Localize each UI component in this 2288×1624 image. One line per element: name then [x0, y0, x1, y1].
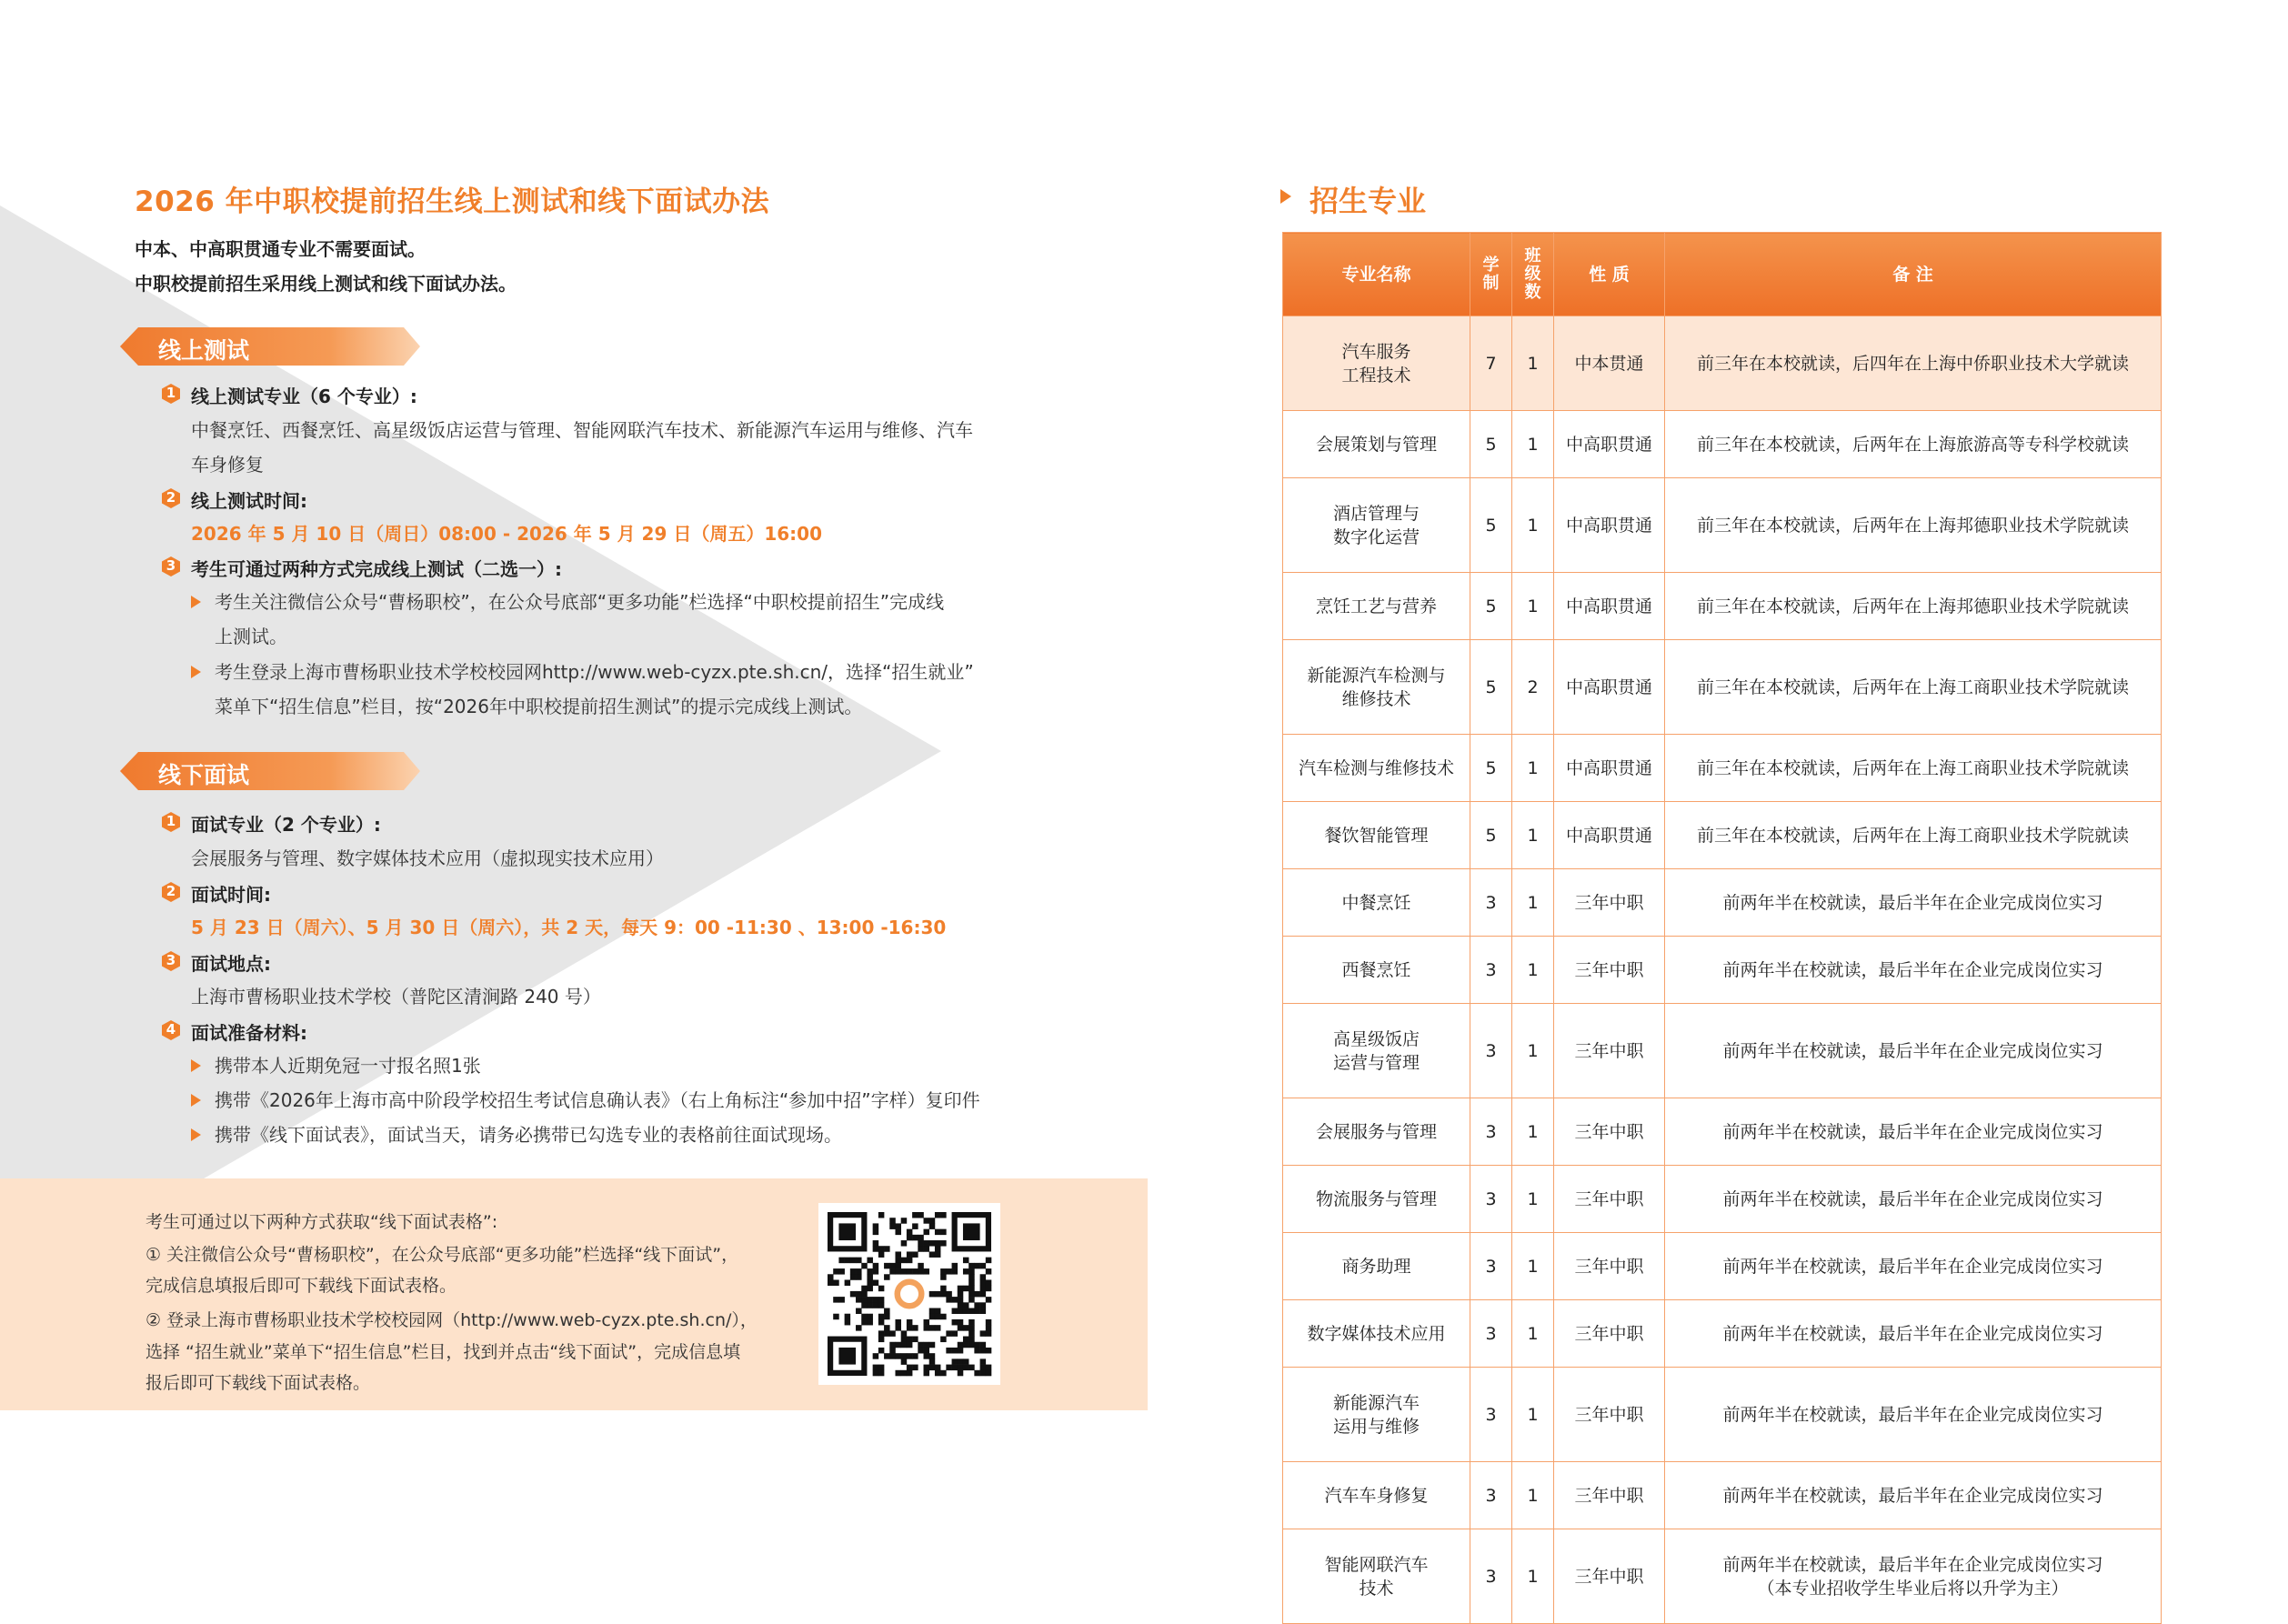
online-item-2-title: 线上测试时间:	[191, 490, 307, 512]
major-name-cell: 餐饮智能管理	[1283, 802, 1470, 869]
bullet-triangle-icon	[191, 596, 201, 608]
major-name-cell: 数字媒体技术应用	[1283, 1300, 1470, 1368]
note-cell: 前两年半在校就读，最后半年在企业完成岗位实习	[1665, 1233, 2162, 1300]
note-cell: 前两年半在校就读，最后半年在企业完成岗位实习	[1665, 1462, 2162, 1529]
classes-cell: 1	[1512, 802, 1554, 869]
offline-interview-banner	[120, 752, 420, 790]
table-row	[1283, 478, 2162, 573]
type-cell: 三年中职	[1554, 1166, 1665, 1233]
years-cell: 3	[1470, 1004, 1512, 1098]
note-cell: 前三年在本校就读，后两年在上海邦德职业技术学院就读	[1665, 573, 2162, 640]
years-cell: 5	[1470, 478, 1512, 573]
note-cell: 前两年半在校就读，最后半年在企业完成岗位实习	[1665, 1098, 2162, 1166]
intro-line-2: 中职校提前招生采用线上测试和线下面试办法。	[135, 273, 517, 295]
major-name-cell: 汽车检测与维修技术	[1283, 735, 1470, 802]
years-cell: 3	[1470, 1233, 1512, 1300]
type-cell: 三年中职	[1554, 937, 1665, 1004]
years-cell: 5	[1470, 735, 1512, 802]
table-row	[1283, 937, 2162, 1004]
type-cell: 三年中职	[1554, 1368, 1665, 1462]
type-cell: 三年中职	[1554, 869, 1665, 937]
majors-table	[1282, 232, 2162, 1624]
table-row	[1283, 1462, 2162, 1529]
qr-code-icon	[828, 1212, 991, 1376]
years-cell: 3	[1470, 1368, 1512, 1462]
major-name-cell: 中餐烹饪	[1283, 869, 1470, 937]
offline-place: 上海市曹杨职业技术学校（普陀区清涧路 240 号）	[191, 986, 601, 1007]
title-triangle-icon	[1280, 189, 1291, 204]
note-cell: 前两年半在校就读，最后半年在企业完成岗位实习	[1665, 1004, 2162, 1098]
type-cell: 三年中职	[1554, 1529, 1665, 1624]
years-cell: 5	[1470, 802, 1512, 869]
major-name-cell: 会展服务与管理	[1283, 1098, 1470, 1166]
page-title: 2026 年中职校提前招生线上测试和线下面试办法	[135, 185, 770, 218]
classes-cell: 1	[1512, 573, 1554, 640]
panel-line-5: 选择 “招生就业”菜单下“招生信息”栏目，找到并点击“线下面试”，完成信息填	[146, 1342, 741, 1362]
classes-cell: 1	[1512, 1098, 1554, 1166]
number-badge-icon: 2	[160, 881, 182, 903]
number-badge-icon: 1	[160, 811, 182, 833]
years-cell: 3	[1470, 1462, 1512, 1529]
years-cell: 3	[1470, 1166, 1512, 1233]
type-cell: 三年中职	[1554, 1300, 1665, 1368]
type-cell: 中高职贯通	[1554, 478, 1665, 573]
note-cell: 前三年在本校就读，后两年在上海工商职业技术学院就读	[1665, 640, 2162, 735]
note-cell: 前三年在本校就读，后两年在上海邦德职业技术学院就读	[1665, 478, 2162, 573]
bullet-triangle-icon	[191, 666, 201, 678]
major-name-cell: 智能网联汽车 技术	[1283, 1529, 1470, 1624]
offline-item-4-title: 面试准备材料:	[191, 1022, 307, 1044]
type-cell: 三年中职	[1554, 1233, 1665, 1300]
panel-line-4: ② 登录上海市曹杨职业技术学校校园网（http://www.web-cyzx.pte.sh.cn/），	[146, 1310, 758, 1330]
table-row	[1283, 1529, 2162, 1624]
number-badge-icon: 4	[160, 1019, 182, 1041]
type-cell: 中高职贯通	[1554, 735, 1665, 802]
note-cell: 前三年在本校就读，后两年在上海工商职业技术学院就读	[1665, 735, 2162, 802]
type-cell: 中高职贯通	[1554, 802, 1665, 869]
classes-cell: 1	[1512, 1233, 1554, 1300]
table-row	[1283, 869, 2162, 937]
offline-interview-time: 5 月 23 日（周六）、5 月 30 日（周六），共 2 天，每天 9：00 -11:30 、13:00 -16:30	[191, 917, 947, 938]
major-name-cell: 新能源汽车 运用与维修	[1283, 1368, 1470, 1462]
major-name-cell: 新能源汽车检测与 维修技术	[1283, 640, 1470, 735]
note-cell: 前两年半在校就读，最后半年在企业完成岗位实习	[1665, 1368, 2162, 1462]
offline-interview-banner-label: 线下面试	[158, 762, 250, 788]
major-name-cell: 烹饪工艺与营养	[1283, 573, 1470, 640]
table-row	[1283, 411, 2162, 478]
table-row	[1283, 802, 2162, 869]
classes-cell: 1	[1512, 937, 1554, 1004]
classes-cell: 1	[1512, 735, 1554, 802]
classes-cell: 2	[1512, 640, 1554, 735]
major-name-cell: 汽车车身修复	[1283, 1462, 1470, 1529]
years-cell: 3	[1470, 1300, 1512, 1368]
qr-code	[818, 1203, 1000, 1385]
table-row	[1283, 1098, 2162, 1166]
type-cell: 中高职贯通	[1554, 573, 1665, 640]
years-cell: 3	[1470, 869, 1512, 937]
online-item-1-title: 线上测试专业（6 个专业）:	[191, 386, 417, 407]
years-cell: 3	[1470, 937, 1512, 1004]
note-cell: 前两年半在校就读，最后半年在企业完成岗位实习 （本专业招收学生毕业后将以升学为主）	[1665, 1529, 2162, 1624]
table-row	[1283, 1300, 2162, 1368]
note-cell: 前三年在本校就读，后四年在上海中侨职业技术大学就读	[1665, 316, 2162, 411]
header-classes: 班 级 数	[1512, 233, 1554, 316]
classes-cell: 1	[1512, 1462, 1554, 1529]
classes-cell: 1	[1512, 1166, 1554, 1233]
offline-item-3-title: 面试地点:	[191, 953, 271, 975]
table-row	[1283, 640, 2162, 735]
number-badge-icon: 3	[160, 556, 182, 577]
panel-line-2: ① 关注微信公众号“曹杨职校”，在公众号底部“更多功能”栏选择“线下面试”，	[146, 1245, 739, 1265]
years-cell: 5	[1470, 640, 1512, 735]
header-major-name: 专业名称	[1283, 233, 1470, 316]
major-name-cell: 西餐烹饪	[1283, 937, 1470, 1004]
years-cell: 3	[1470, 1098, 1512, 1166]
classes-cell: 1	[1512, 869, 1554, 937]
major-name-cell: 高星级饭店 运营与管理	[1283, 1004, 1470, 1098]
online-majors-line-1: 中餐烹饪、西餐烹饪、高星级饭店运营与管理、智能网联汽车技术、新能源汽车运用与维修、汽车	[191, 419, 973, 441]
offline-item-1-title: 面试专业（2 个专业）:	[191, 814, 381, 836]
header-note: 备 注	[1665, 233, 2162, 316]
table-row	[1283, 316, 2162, 411]
online-test-time: 2026 年 5 月 10 日（周日）08:00 - 2026 年 5 月 29 日（周五）16:00	[191, 523, 823, 545]
major-name-cell: 商务助理	[1283, 1233, 1470, 1300]
panel-line-1: 考生可通过以下两种方式获取“线下面试表格”:	[146, 1212, 498, 1232]
note-cell: 前两年半在校就读，最后半年在企业完成岗位实习	[1665, 869, 2162, 937]
bullet-triangle-icon	[191, 1059, 201, 1072]
type-cell: 三年中职	[1554, 1098, 1665, 1166]
online-item-3-title: 考生可通过两种方式完成线上测试（二选一）:	[191, 558, 562, 580]
note-cell: 前三年在本校就读，后两年在上海旅游高等专科学校就读	[1665, 411, 2162, 478]
classes-cell: 1	[1512, 1300, 1554, 1368]
note-cell: 前两年半在校就读，最后半年在企业完成岗位实习	[1665, 1300, 2162, 1368]
major-name-cell: 汽车服务 工程技术	[1283, 316, 1470, 411]
table-row	[1283, 573, 2162, 640]
offline-item-2-title: 面试时间:	[191, 884, 271, 906]
classes-cell: 1	[1512, 1529, 1554, 1624]
bullet-triangle-icon	[191, 1128, 201, 1141]
type-cell: 中高职贯通	[1554, 640, 1665, 735]
major-name-cell: 物流服务与管理	[1283, 1166, 1470, 1233]
online-majors-line-2: 车身修复	[191, 454, 264, 476]
table-row	[1283, 1233, 2162, 1300]
years-cell: 7	[1470, 316, 1512, 411]
note-cell: 前两年半在校就读，最后半年在企业完成岗位实习	[1665, 1166, 2162, 1233]
type-cell: 三年中职	[1554, 1462, 1665, 1529]
type-cell: 中本贯通	[1554, 316, 1665, 411]
bullet-triangle-icon	[191, 1094, 201, 1107]
classes-cell: 1	[1512, 1004, 1554, 1098]
intro-line-1: 中本、中高职贯通专业不需要面试。	[135, 238, 426, 260]
classes-cell: 1	[1512, 478, 1554, 573]
header-type: 性 质	[1554, 233, 1665, 316]
table-header-row	[1283, 233, 2162, 316]
note-cell: 前两年半在校就读，最后半年在企业完成岗位实习	[1665, 937, 2162, 1004]
years-cell: 3	[1470, 1529, 1512, 1624]
online-test-banner-label: 线上测试	[158, 337, 250, 364]
table-row	[1283, 1166, 2162, 1233]
classes-cell: 1	[1512, 411, 1554, 478]
panel-line-3: 完成信息填报后即可下载线下面试表格。	[146, 1276, 457, 1296]
table-row	[1283, 735, 2162, 802]
type-cell: 中高职贯通	[1554, 411, 1665, 478]
table-row	[1283, 1004, 2162, 1098]
major-name-cell: 酒店管理与 数字化运营	[1283, 478, 1470, 573]
number-badge-icon: 1	[160, 383, 182, 405]
years-cell: 5	[1470, 411, 1512, 478]
years-cell: 5	[1470, 573, 1512, 640]
table-row	[1283, 1368, 2162, 1462]
offline-majors: 会展服务与管理、数字媒体技术应用（虚拟现实技术应用）	[191, 847, 664, 869]
major-name-cell: 会展策划与管理	[1283, 411, 1470, 478]
note-cell: 前三年在本校就读，后两年在上海工商职业技术学院就读	[1665, 802, 2162, 869]
classes-cell: 1	[1512, 316, 1554, 411]
header-years: 学 制	[1470, 233, 1512, 316]
online-test-banner	[120, 327, 420, 366]
classes-cell: 1	[1512, 1368, 1554, 1462]
number-badge-icon: 3	[160, 950, 182, 972]
number-badge-icon: 2	[160, 487, 182, 509]
type-cell: 三年中职	[1554, 1004, 1665, 1098]
panel-line-6: 报后即可下载线下面试表格。	[146, 1373, 371, 1393]
